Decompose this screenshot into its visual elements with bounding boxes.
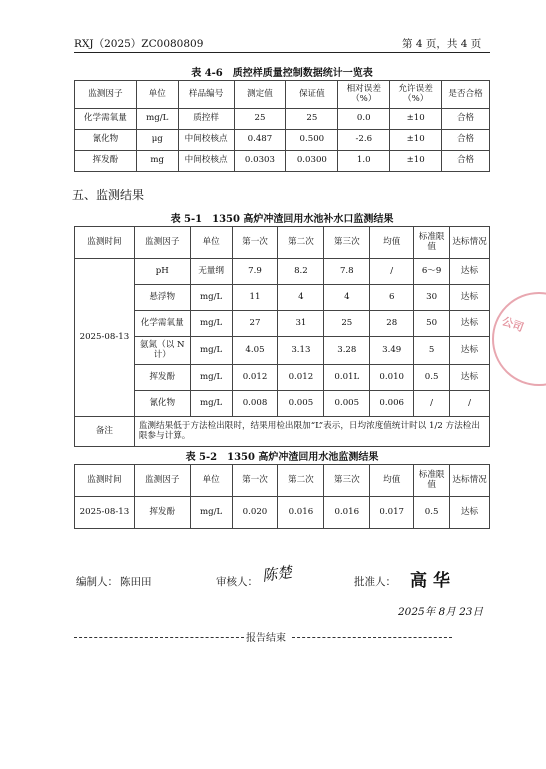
table-cell: 达标: [450, 365, 490, 391]
table-cell: 中间校核点: [178, 151, 234, 172]
table-row: [75, 109, 490, 130]
table-cell: 合格: [442, 151, 490, 172]
table-cell-date: 2025-08-13: [75, 259, 135, 417]
table-cell: 0.0300: [286, 151, 338, 172]
report-date: 2025年 8月 23日: [398, 606, 483, 618]
column-header: 监测因子: [134, 227, 190, 259]
column-header: 第三次: [324, 227, 370, 259]
reviewer-signature: 陈楚: [260, 562, 294, 585]
column-header: 第一次: [232, 227, 278, 259]
note-text: 监测结果低于方法检出限时，结果用检出限加“L”表示，日均浓度值统计时以 1/2 方法检出限参与计算。: [134, 417, 489, 447]
column-header: 监测时间: [75, 465, 135, 497]
table-cell: 25: [234, 109, 286, 130]
table-cell: 3.28: [324, 337, 370, 365]
table-cell: pH: [134, 259, 190, 285]
column-header: 相对误差（%）: [338, 81, 390, 109]
table-row: [75, 497, 490, 529]
table-cell: 4: [278, 285, 324, 311]
table-cell: 0.500: [286, 130, 338, 151]
table-row: [75, 311, 490, 337]
table-cell: 2025-08-13: [75, 497, 135, 529]
column-header: 达标情况: [450, 465, 490, 497]
table-cell: 悬浮物: [134, 285, 190, 311]
table-cell: 氨氮（以 N 计）: [134, 337, 190, 365]
table-4-6-caption: 表 4-6 质控样质量控制数据统计一览表: [191, 68, 373, 79]
table-cell: 30: [414, 285, 450, 311]
table-header-row: [75, 465, 490, 497]
table-cell: 氰化物: [75, 130, 137, 151]
column-header: 第一次: [232, 465, 278, 497]
column-header: 保证值: [286, 81, 338, 109]
table-cell: /: [450, 391, 490, 417]
section-title: 五、监测结果: [72, 188, 145, 202]
column-header: 标准限值: [414, 227, 450, 259]
table-cell: 氰化物: [134, 391, 190, 417]
table-cell: ±10: [390, 109, 442, 130]
table-cell: 3.13: [278, 337, 324, 365]
table-cell: 0.016: [278, 497, 324, 529]
table-cell: 挥发酚: [75, 151, 137, 172]
table-cell: 28: [370, 311, 414, 337]
table-cell: 0.005: [324, 391, 370, 417]
table-cell: 达标: [450, 337, 490, 365]
table-cell: mg/L: [190, 391, 232, 417]
column-header: 监测时间: [75, 227, 135, 259]
table-cell: 0.01L: [324, 365, 370, 391]
footer-dash-right: [292, 637, 452, 638]
table-cell: 7.8: [324, 259, 370, 285]
column-header: 单位: [190, 465, 232, 497]
column-header: 第三次: [324, 465, 370, 497]
table-cell: 0.017: [370, 497, 414, 529]
column-header: 监测因子: [75, 81, 137, 109]
table-cell: /: [414, 391, 450, 417]
table-cell: 0.005: [278, 391, 324, 417]
note-label: 备注: [75, 417, 135, 447]
table-cell: 7.9: [232, 259, 278, 285]
table-cell: mg/L: [190, 337, 232, 365]
table-cell: 挥发酚: [134, 497, 190, 529]
table-cell: 达标: [450, 311, 490, 337]
column-header: 均值: [370, 227, 414, 259]
table-cell: mg/L: [190, 311, 232, 337]
table-cell: 0.487: [234, 130, 286, 151]
table-cell: 11: [232, 285, 278, 311]
approver-signature: 高华: [410, 571, 456, 591]
table-5-2-caption: 表 5-2 1350 高炉冲渣回用水池监测结果: [185, 452, 379, 463]
column-header: 达标情况: [450, 227, 490, 259]
table-cell: 0.010: [370, 365, 414, 391]
table-header-row: [75, 227, 490, 259]
column-header: 是否合格: [442, 81, 490, 109]
table-row: [75, 130, 490, 151]
company-seal: [492, 292, 546, 386]
table-cell: mg/L: [136, 109, 178, 130]
table-cell: 4: [324, 285, 370, 311]
column-header: 第二次: [278, 465, 324, 497]
footer-dash-left: [74, 637, 244, 638]
column-header: 允许误差（%）: [390, 81, 442, 109]
table-cell: 达标: [450, 497, 490, 529]
column-header: 单位: [136, 81, 178, 109]
table-cell: 达标: [450, 285, 490, 311]
table-cell: 25: [324, 311, 370, 337]
table-cell: μg: [136, 130, 178, 151]
header-rule: [74, 52, 490, 53]
table-cell: 27: [232, 311, 278, 337]
table-cell: 0.012: [278, 365, 324, 391]
table-cell: 6～9: [414, 259, 450, 285]
table-cell: mg/L: [190, 497, 232, 529]
table-row: [75, 365, 490, 391]
table-cell: 0.0303: [234, 151, 286, 172]
table-cell: 0.006: [370, 391, 414, 417]
page-info: 第 4 页，共 4 页: [402, 38, 482, 50]
table-cell: 6: [370, 285, 414, 311]
table-cell: ±10: [390, 130, 442, 151]
compiler-name: 陈田田: [120, 576, 152, 588]
table-5-1: [74, 226, 490, 447]
table-row: [75, 337, 490, 365]
table-cell: ±10: [390, 151, 442, 172]
table-row: [75, 259, 490, 285]
table-cell: 50: [414, 311, 450, 337]
reviewer-label: 审核人：: [216, 576, 258, 588]
approver-label: 批准人：: [354, 576, 396, 588]
table-cell: 8.2: [278, 259, 324, 285]
column-header: 监测因子: [134, 465, 190, 497]
table-cell: 3.49: [370, 337, 414, 365]
table-cell: -2.6: [338, 130, 390, 151]
seal-text: 公司: [500, 314, 526, 335]
table-cell: /: [370, 259, 414, 285]
table-cell: mg/L: [190, 365, 232, 391]
table-cell: 达标: [450, 259, 490, 285]
column-header: 样品编号: [178, 81, 234, 109]
table-cell: 质控样: [178, 109, 234, 130]
table-cell: 0.020: [232, 497, 278, 529]
table-cell: 31: [278, 311, 324, 337]
table-cell: 0.016: [324, 497, 370, 529]
table-row: [75, 285, 490, 311]
table-5-1-caption: 表 5-1 1350 高炉冲渣回用水池补水口监测结果: [170, 214, 394, 225]
table-header-row: [75, 81, 490, 109]
table-cell: mg/L: [190, 285, 232, 311]
document-number: RXJ（2025）ZC0080809: [74, 38, 204, 50]
column-header: 单位: [190, 227, 232, 259]
table-cell: 无量纲: [190, 259, 232, 285]
column-header: 第二次: [278, 227, 324, 259]
table-cell: 0.5: [414, 497, 450, 529]
table-cell: 0.0: [338, 109, 390, 130]
table-cell: 化学需氧量: [134, 311, 190, 337]
table-5-2: [74, 464, 490, 529]
table-row: [75, 391, 490, 417]
compiler-label: 编制人：: [76, 576, 118, 588]
column-header: 均值: [370, 465, 414, 497]
table-cell: 中间校核点: [178, 130, 234, 151]
table-cell: 0.012: [232, 365, 278, 391]
column-header: 标准限值: [414, 465, 450, 497]
table-cell: 5: [414, 337, 450, 365]
table-cell: 1.0: [338, 151, 390, 172]
table-cell: 25: [286, 109, 338, 130]
table-cell: 合格: [442, 109, 490, 130]
table-cell: 4.05: [232, 337, 278, 365]
table-cell: 0.008: [232, 391, 278, 417]
column-header: 测定值: [234, 81, 286, 109]
table-cell: 挥发酚: [134, 365, 190, 391]
table-cell: mg: [136, 151, 178, 172]
table-cell: 0.5: [414, 365, 450, 391]
table-cell: 合格: [442, 130, 490, 151]
table-row: [75, 151, 490, 172]
table-note-row: [75, 417, 490, 447]
table-4-6: [74, 80, 490, 172]
table-cell: 化学需氧量: [75, 109, 137, 130]
report-end: 报告结束: [246, 633, 286, 644]
